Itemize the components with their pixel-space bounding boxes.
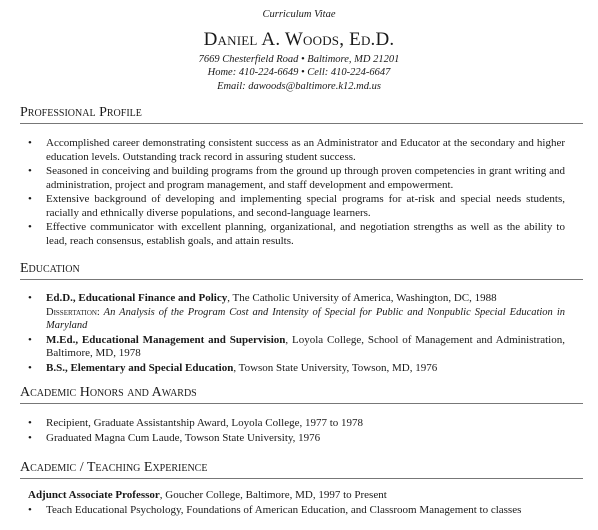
address-line: 7669 Chesterfield Road • Baltimore, MD 21201 bbox=[198, 54, 400, 65]
section-heading-professional-profile: Professional Profile bbox=[20, 104, 583, 124]
list-item: • Teach Educational Psychology, Foundations of American Education, and Classroom Management to classes bbox=[28, 504, 565, 518]
dissertation-label: Dissertation: bbox=[46, 306, 100, 318]
education-entry bbox=[28, 292, 565, 333]
list-item: • Graduated Magna Cum Laude, Towson State University, 1976 bbox=[28, 432, 565, 446]
profile-list bbox=[28, 137, 565, 249]
degree: M.Ed., Educational Management and Supervision bbox=[46, 333, 286, 346]
experience-list bbox=[28, 504, 565, 519]
institution: , Loyola College, School of Management and Administration, Baltimore, MD, 1978 bbox=[46, 333, 565, 359]
candidate-name: Daniel A. Woods, Ed.D. bbox=[203, 29, 395, 50]
section-heading-education: Education bbox=[20, 260, 583, 280]
list-item: • Accomplished career demonstrating consistent success as an Administrator and Educator at the secondary and higher education levels. Outstanding track record in assuring student success. bbox=[28, 137, 565, 164]
education-entry bbox=[28, 362, 565, 376]
job-details: , Goucher College, Baltimore, MD, 1997 to Present bbox=[159, 489, 387, 501]
job-entry bbox=[28, 489, 387, 503]
institution: , Towson State University, Towson, MD, 1976 bbox=[233, 361, 438, 374]
list-item: • Extensive background of developing and implementing special programs for at-risk and special needs students, racially and ethnically diverse populations, and second-language learners. bbox=[28, 193, 565, 220]
section-heading-honors: Academic Honors and Awards bbox=[20, 384, 583, 404]
education-list bbox=[28, 292, 565, 376]
honors-list bbox=[28, 417, 565, 446]
job-title: Adjunct Associate Professor bbox=[28, 489, 160, 501]
education-entry bbox=[28, 334, 565, 361]
section-heading-experience: Academic / Teaching Experience bbox=[20, 459, 583, 479]
institution: , The Catholic University of America, Washington, DC, 1988 bbox=[227, 292, 497, 304]
phone-line: Home: 410-224-6649 • Cell: 410-224-6647 bbox=[207, 67, 391, 78]
degree: B.S., Elementary and Special Education bbox=[46, 361, 234, 374]
email-line[interactable]: Email: dawoods@baltimore.k12.md.us bbox=[217, 81, 381, 92]
list-item: • Effective communicator with excellent planning, organizational, and negotiation strengths as well as the ability to lead, reach consensus, establish goals, and attain results. bbox=[28, 221, 565, 248]
dissertation bbox=[46, 306, 565, 333]
document-label: Curriculum Vitae bbox=[262, 9, 336, 20]
list-item: • Seasoned in conceiving and building programs from the ground up through proven competencies in grant writing and administration, project and program management, and staff development and empowerment. bbox=[28, 165, 565, 192]
degree: Ed.D., Educational Finance and Policy bbox=[46, 292, 228, 304]
dissertation-title: An Analysis of the Program Cost and Intensity of Special for Public and Nonpublic Special Education in Maryland bbox=[46, 306, 565, 331]
list-item: • Recipient, Graduate Assistantship Award, Loyola College, 1977 to 1978 bbox=[28, 417, 565, 431]
